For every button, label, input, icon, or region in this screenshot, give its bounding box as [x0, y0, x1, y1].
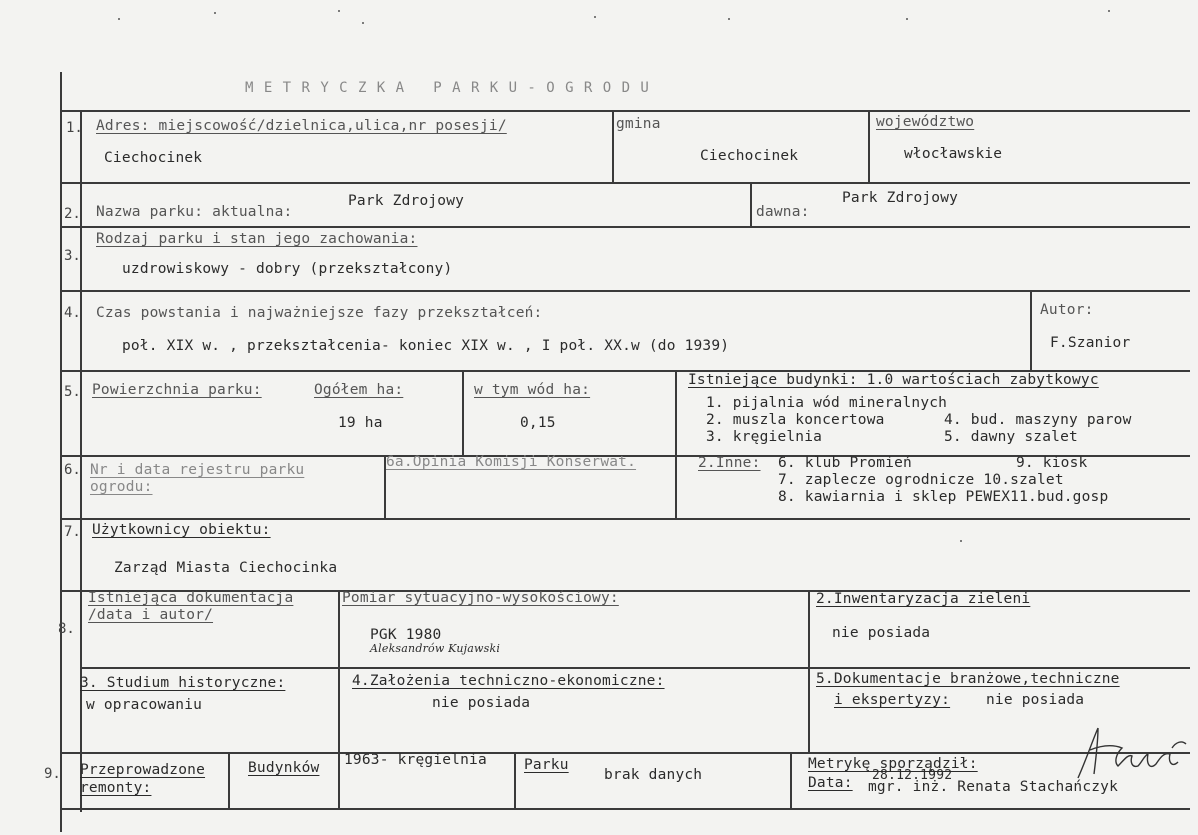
buildings-repair-value: 1963- kręgielnia [344, 752, 487, 768]
prepared-by-label: Metrykę sporządził: [808, 756, 978, 772]
area-label: Powierzchnia parku: [92, 382, 262, 398]
grid-line [60, 182, 1190, 184]
grid-line [750, 184, 752, 226]
conservation-opinion-label: 6a.Opinia Komisji Konserwat. [386, 454, 637, 470]
building-item: 8. kawiarnia i sklep PEWEX11.bud.gosp [778, 489, 1109, 505]
branch-docs-value: nie posiada [986, 692, 1085, 708]
total-area-value: 19 ha [338, 415, 383, 431]
other-buildings-label: 2.Inne: [698, 455, 761, 471]
author-value: F.Szanior [1050, 335, 1131, 351]
survey-value: PGK 1980 [370, 627, 442, 643]
grid-line [60, 226, 1190, 228]
scan-speck [906, 18, 908, 20]
signature [1072, 720, 1190, 784]
grid-line [1030, 292, 1032, 370]
row-number: 9. [44, 766, 61, 782]
branch-docs-label: i ekspertyzy: [834, 692, 951, 708]
grid-line [612, 112, 614, 182]
register-label: Nr i data rejestru parku [90, 462, 305, 478]
park-name-former: Park Zdrojowy [842, 190, 959, 206]
inventory-value: nie posiada [832, 625, 931, 641]
row-number: 7. [64, 524, 81, 540]
grid-line [808, 592, 810, 752]
building-item: 6. klub Promień [778, 455, 912, 471]
building-item: 4. bud. maszyny parow [944, 412, 1132, 428]
history-label: Czas powstania i najważniejsze fazy przekształceń: [96, 305, 543, 321]
scan-speck [118, 18, 120, 20]
grid-line [338, 754, 340, 808]
scan-speck [1108, 10, 1110, 12]
park-repair-label: Parku [524, 757, 569, 773]
study-label: 3. Studium historyczne: [80, 675, 286, 691]
row-number: 5. [64, 384, 81, 400]
study-value: w opracowaniu [86, 697, 203, 713]
preparer-name: mgr. inż. Renata Stachańczyk [868, 779, 1119, 795]
buildings-label: Istniejące budynki: 1.0 wartościach zabytkowyc [688, 372, 1099, 388]
grid-line [514, 754, 516, 808]
row-number: 8. [58, 621, 75, 637]
grid-line [80, 667, 1190, 669]
address-label: Adres: miejscowość/dzielnica,ulica,nr posesji/ [96, 118, 507, 134]
scan-speck [338, 10, 340, 12]
register-label: ogrodu: [90, 479, 153, 495]
grid-line [60, 518, 1190, 520]
address-value: Ciechocinek [104, 150, 203, 166]
grid-line [60, 72, 62, 832]
building-item: 2. muszla koncertowa [706, 412, 885, 428]
grid-line [462, 372, 464, 455]
survey-handwritten-note: Aleksandrów Kujawski [370, 642, 501, 655]
tech-assumptions-label: 4.Założenia techniczno-ekonomiczne: [352, 673, 665, 689]
grid-line [338, 592, 340, 752]
inventory-label: 2.Inwentaryzacja zieleni [816, 591, 1031, 607]
park-name-current: Park Zdrojowy [348, 193, 465, 209]
grid-line [868, 112, 870, 182]
grid-line [60, 290, 1190, 292]
scan-speck [960, 540, 962, 542]
building-item: 7. zaplecze ogrodnicze 10.szalet [778, 472, 1064, 488]
users-label: Użytkownicy obiektu: [92, 522, 271, 538]
documentation-label: /data i autor/ [88, 607, 214, 623]
park-name-label: Nazwa parku: aktualna: [96, 204, 293, 220]
grid-line [790, 754, 792, 808]
voivodeship-label: województwo [876, 114, 975, 130]
former-name-label: dawna: [756, 204, 810, 220]
voivodeship-value: włocławskie [904, 146, 1003, 162]
gmina-label: gmina [616, 116, 661, 132]
users-value: Zarząd Miasta Ciechocinka [114, 560, 338, 576]
grid-line [675, 372, 677, 518]
scan-speck [594, 16, 596, 18]
document-title: METRYCZKA PARKU-OGRODU [245, 80, 660, 96]
grid-line [228, 754, 230, 808]
repairs-label: Przeprowadzone [80, 762, 206, 778]
scan-speck [362, 22, 364, 24]
date-value: 28.12.1992 [872, 768, 953, 783]
row-number: 1. [66, 120, 83, 136]
water-area-value: 0,15 [520, 415, 556, 431]
building-item: 1. pijalnia wód mineralnych [706, 395, 948, 411]
row-number: 4. [64, 305, 81, 321]
park-type-label: Rodzaj parku i stan jego zachowania: [96, 231, 418, 247]
park-repair-value: brak danych [604, 767, 703, 783]
branch-docs-label: 5.Dokumentacje branżowe,techniczne [816, 671, 1120, 687]
scan-speck [214, 12, 216, 14]
grid-line [60, 752, 1190, 754]
row-number: 2. [64, 206, 81, 222]
repairs-label: remonty: [80, 780, 152, 796]
water-area-label: w tym wód ha: [474, 382, 591, 398]
grid-line [60, 808, 1190, 810]
building-item: 9. kiosk [1016, 455, 1088, 471]
row-number: 3. [64, 248, 81, 264]
survey-label: Pomiar sytuacyjno-wysokościowy: [342, 590, 619, 606]
author-label: Autor: [1040, 302, 1094, 318]
documentation-label: Istniejąca dokumentacja [88, 590, 294, 606]
history-value: poł. XIX w. , przekształcenia- koniec XIX w. , I poł. XX.w (do 1939) [122, 338, 730, 354]
total-area-label: Ogółem ha: [314, 382, 404, 398]
date-label: Data: [808, 775, 853, 791]
park-type-value: uzdrowiskowy - dobry (przekształcony) [122, 261, 453, 277]
gmina-value: Ciechocinek [700, 148, 799, 164]
building-item: 3. kręgielnia [706, 429, 823, 445]
grid-line [60, 110, 1190, 112]
tech-assumptions-value: nie posiada [432, 695, 531, 711]
row-number: 6. [64, 462, 81, 478]
scan-speck [728, 18, 730, 20]
building-item: 5. dawny szalet [944, 429, 1078, 445]
buildings-repair-label: Budynków [248, 760, 320, 776]
